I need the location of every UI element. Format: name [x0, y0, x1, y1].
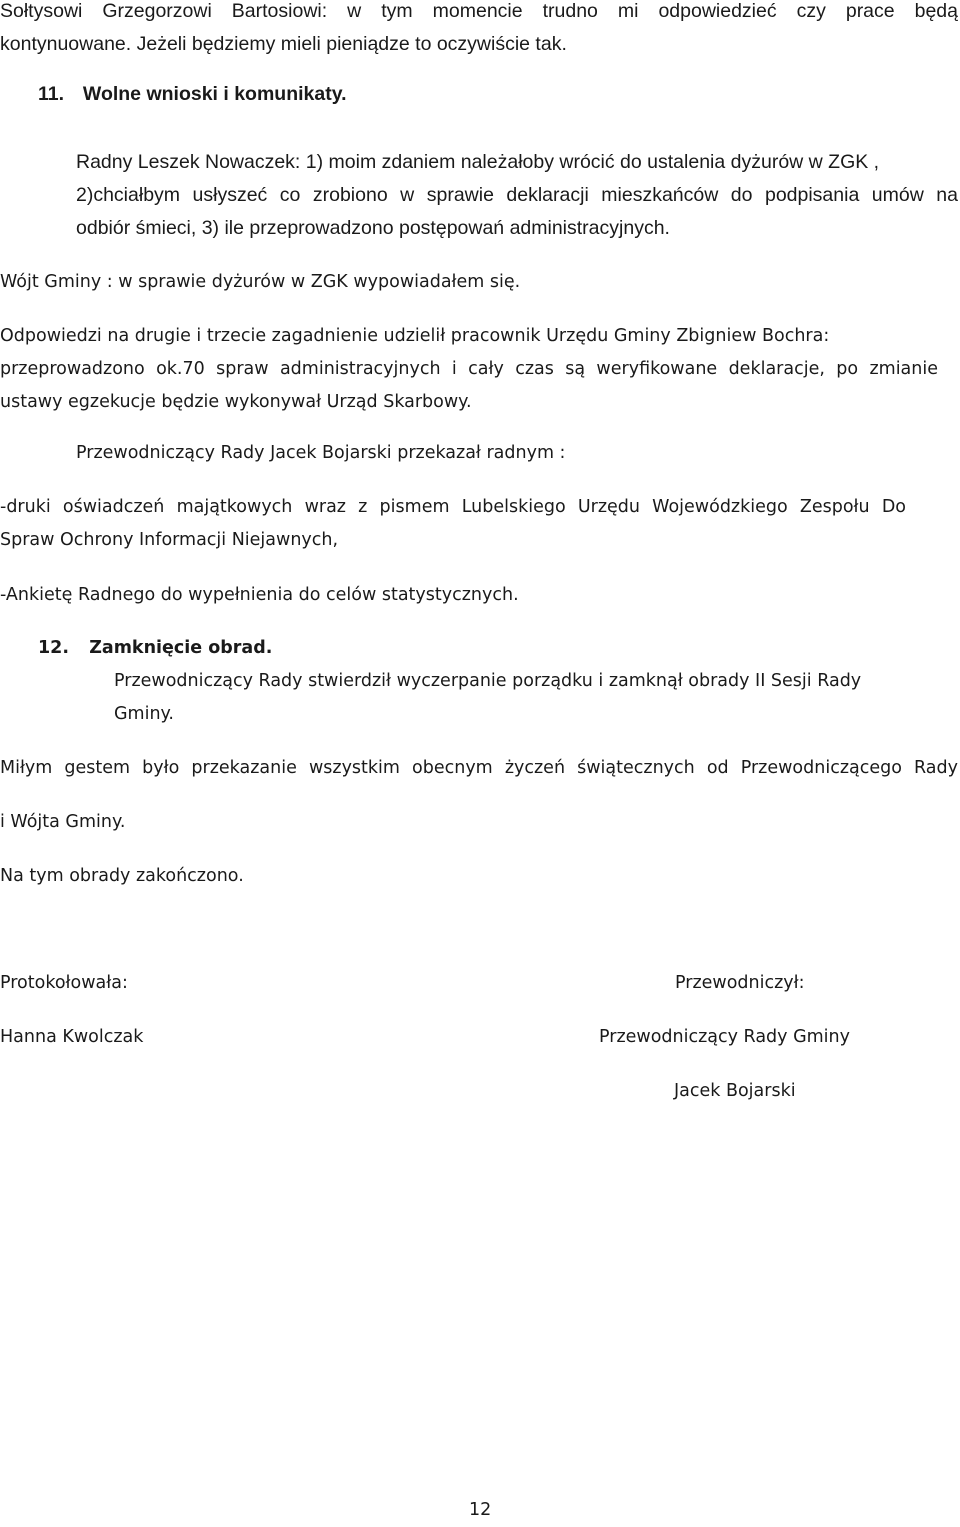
section-11-heading	[38, 78, 347, 111]
section-12-number: 12.	[38, 638, 70, 658]
signature-right-name: Jacek Bojarski	[674, 1081, 796, 1101]
ankieta-line: -Ankietę Radnego do wypełnienia do celów statystycznych.	[0, 585, 519, 605]
section-11-number: 11.	[38, 83, 65, 105]
signature-left-name: Hanna Kwolczak	[0, 1027, 144, 1047]
radny-paragraph	[76, 146, 958, 245]
section-11-title: Wolne wnioski i komunikaty.	[82, 83, 347, 105]
druki-paragraph	[0, 491, 906, 557]
odpowiedzi-line-1: Odpowiedzi na drugie i trzecie zagadnienie udzielił pracownik Urzędu Gminy Zbigniew Bochra:	[0, 326, 830, 346]
odpowiedzi-line-3: ustawy egzekucje będzie wykonywał Urząd Skarbowy.	[0, 392, 472, 412]
signature-right-title: Przewodniczący Rady Gminy	[599, 1027, 850, 1047]
odpowiedzi-paragraph	[0, 320, 938, 419]
radny-line-3: odbiór śmieci, 3) ile przeprowadzono postępowań administracyjnych.	[76, 217, 670, 239]
intro-line-2: kontynuowane. Jeżeli będziemy mieli pieniądze to oczywiście tak.	[0, 33, 567, 55]
milym-gestem-line-2: i Wójta Gminy.	[0, 812, 126, 832]
closing-line: Na tym obrady zakończono.	[0, 866, 244, 886]
wojt-response: Wójt Gminy : w sprawie dyżurów w ZGK wypowiadałem się.	[0, 272, 521, 292]
druki-line-1: -druki oświadczeń majątkowych wraz z pismem Lubelskiego Urzędu Wojewódzkiego Zespołu Do	[0, 497, 906, 517]
section-12-body-line-1: Przewodniczący Rady stwierdził wyczerpanie porządku i zamknął obrady II Sesji Rady	[114, 671, 862, 691]
signature-left-label: Protokołowała:	[0, 973, 128, 993]
signature-right-label: Przewodniczył:	[675, 973, 805, 993]
section-12-title: Zamknięcie obrad.	[89, 638, 273, 658]
milym-gestem-line-1: Miłym gestem było przekazanie wszystkim obecnym życzeń świątecznych od Przewodniczącego Rady	[0, 758, 958, 778]
section-12-heading	[38, 632, 272, 665]
section-12-body-line-2: Gminy.	[114, 704, 174, 724]
radny-line-2: 2)chciałbym usłyszeć co zrobiono w sprawie deklaracji mieszkańców do podpisania umów na	[76, 184, 958, 206]
intro-paragraph	[0, 0, 958, 61]
radny-line-1: Radny Leszek Nowaczek: 1) moim zdaniem należałoby wrócić do ustalenia dyżurów w ZGK ,	[76, 151, 880, 173]
page-number: 12	[469, 1500, 492, 1520]
odpowiedzi-line-2: przeprowadzono ok.70 spraw administracyjnych i cały czas są weryfikowane deklaracje, po zmianie	[0, 359, 938, 379]
intro-line-1: Sołtysowi Grzegorzowi Bartosiowi: w tym momencie trudno mi odpowiedzieć czy prace będą	[0, 0, 958, 22]
section-12-body	[114, 665, 861, 731]
druki-line-2: Spraw Ochrony Informacji Niejawnych,	[0, 530, 339, 550]
przewodniczacy-przekazal: Przewodniczący Rady Jacek Bojarski przekazał radnym :	[76, 443, 566, 463]
